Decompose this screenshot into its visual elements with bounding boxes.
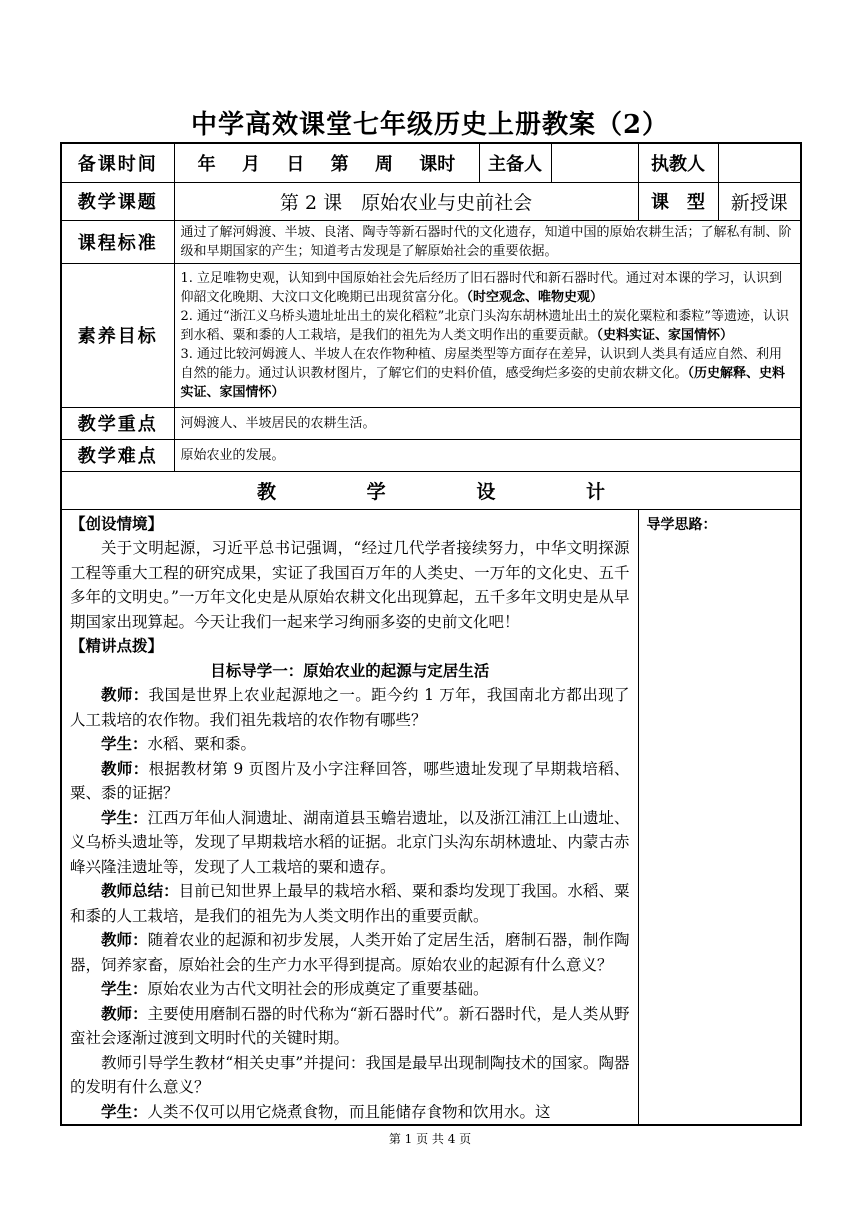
dialog-6-speaker: 教师： (101, 930, 148, 949)
page-footer: 第 1 页 共 4 页 (388, 1132, 472, 1146)
label-standard: 课程标准 (61, 220, 174, 263)
goal-heading-1: 目标导学一：原始农业的起源与定居生活 (210, 660, 490, 680)
dialog-2 (70, 732, 630, 757)
label-preparer: 主备人 (479, 143, 551, 182)
label-key-points: 教学重点 (61, 407, 174, 439)
dialog-4 (70, 806, 630, 880)
dialog-6 (70, 928, 630, 977)
difficulty-text: 原始农业的发展。 (174, 439, 801, 471)
lesson-type-value: 新授课 (718, 182, 801, 220)
label-lesson-type: 课 型 (638, 182, 718, 220)
topic-value: 第 2 课 原始农业与史前社会 (174, 182, 638, 220)
row-design-body (61, 509, 801, 1125)
preparer-value (551, 143, 638, 182)
date-day: 日 (286, 153, 305, 175)
row-goals (61, 263, 801, 407)
page-title: 中学高效课堂七年级历史上册教案（2） (190, 110, 670, 140)
standard-text: 通过了解河姆渡、半坡、良渚、陶寺等新石器时代的文化遗存，知道中国的原始农耕生活；了解私有制、阶级和早期国家的产生；知道考古发现是了解原始社会的重要依据。 (174, 220, 801, 263)
goal-1: 1. 立足唯物史观，认知到中国原始社会先后经历了旧石器时代和新石器时代。通过对本课的学习，认识到仰韶文化晚期、大汶口文化晚期已出现贫富分化。 (180, 270, 783, 305)
row-topic (61, 182, 801, 220)
dialog-3-speaker: 教师： (101, 758, 149, 778)
design-char-2: 学 (366, 480, 386, 503)
design-content (61, 509, 638, 1125)
row-difficulty (61, 439, 801, 471)
guide-notes-cell (638, 509, 801, 1125)
prep-date-cell (174, 143, 479, 182)
dialog-4-speaker: 学生： (101, 807, 148, 827)
row-prep-time (61, 143, 801, 182)
guide-notes-label: 导学思路： (646, 516, 717, 533)
date-period: 课时 (419, 153, 456, 175)
date-month: 月 (241, 153, 260, 175)
goal-2-tag: （史料实证、家国情怀） (596, 327, 734, 343)
dialog-2-text: 水稻、粟和黍。 (147, 735, 257, 753)
dialog-4-text: 江西万年仙人洞遗址、湖南道县玉蟾岩遗址，以及浙江浦江上山遗址、义乌桥头遗址等，发现了早期栽培水稻的证据。北京门头沟东胡林遗址、内蒙古赤峰兴隆洼遗址等，发现了人工栽培的粟和遗存。 (70, 808, 630, 876)
section-scenario: 【创设情境】 (70, 513, 164, 533)
row-design-header (61, 471, 801, 509)
dialog-9 (70, 1051, 630, 1100)
lesson-plan-table (60, 142, 802, 1126)
goals-text (174, 263, 801, 407)
design-header (61, 471, 801, 509)
dialog-5 (70, 879, 630, 928)
label-teacher: 执教人 (638, 143, 718, 182)
dialog-1-speaker: 教师： (101, 685, 149, 704)
design-char-4: 计 (585, 480, 605, 503)
design-char-3: 设 (476, 480, 496, 503)
dialog-8-speaker: 教师： (101, 1003, 148, 1023)
row-standard (61, 220, 801, 263)
dialog-2-speaker: 学生： (101, 734, 148, 753)
label-difficulty: 教学难点 (61, 439, 174, 471)
dialog-3-text: 根据教材第 9 页图片及小字注释回答，哪些遗址发现了早期栽培稻、粟、黍的证据？ (70, 759, 630, 802)
scenario-text: 关于文明起源，习近平总书记强调，“经过几代学者接续努力，中华文明探源工程等重大工程的研究成果，实证了我国百万年的人类史、一万年的文化史、五千多年的文明史。”一万年文化史是从原始农耕文化出现算起，五千多年文明史是从早期国家出现算起。今天让我们一起来学习绚丽多姿的史前文化吧！ (70, 539, 630, 631)
dialog-5-text: 目前已知世界上最早的栽培水稻、粟和黍均发现丁我国。水稻、粟和黍的人工栽培，是我们的祖先为人类文明作出的重要贡献。 (70, 882, 630, 925)
dialog-3 (70, 757, 630, 806)
label-topic: 教学课题 (61, 182, 174, 220)
dialog-7 (70, 977, 630, 1002)
goal-3: 3. 通过比较河姆渡人、半坡人在农作物种植、房屋类型等方面存在差异，认识到人类具有适应自然、利用自然的能力。通过认识教材图片，了解它们的史料价值，感受绚烂多姿的史前农耕文化。 (180, 346, 783, 381)
dialog-10-speaker: 学生： (101, 1101, 148, 1121)
dialog-1-text: 我国是世界上农业起源地之一。距今约 1 万年，我国南北方都出现了人工栽培的农作物。我们祖先栽培的农作物有哪些？ (70, 686, 630, 729)
dialog-7-text: 原始农业为古代文明社会的形成奠定了重要基础。 (147, 980, 489, 998)
dialog-5-speaker: 教师总结： (101, 881, 179, 900)
design-char-1: 教 (257, 480, 277, 503)
row-key-points (61, 407, 801, 439)
date-di: 第 (330, 153, 349, 175)
dialog-8 (70, 1002, 630, 1051)
dialog-6-text: 随着农业的起源和初步发展，人类开始了定居生活，磨制石器，制作陶器，饲养家畜，原始社会的生产力水平得到提高。原始农业的起源有什么意义？ (70, 931, 630, 974)
dialog-10 (70, 1100, 630, 1125)
dialog-10-text: 人类不仅可以用它烧煮食物，而且能储存食物和饮用水。这 (147, 1102, 551, 1121)
goal-1-tag: （时空观念、唯物史观） (466, 289, 604, 305)
teacher-value (718, 143, 801, 182)
section-lecture: 【精讲点拨】 (70, 636, 164, 655)
goal-2: 2. 通过“浙江义乌桥头遗址址出土的炭化稻粒”北京门头沟东胡林遗址出土的炭化粟粒和黍粒”等遗迹，认识到水稻、粟和黍的人工栽培，是我们的祖先为人类文明作出的重要贡献。 (180, 308, 789, 343)
dialog-9-text: 教师引导学生教材“相关史事”并提问：我国是最早出现制陶技术的国家。陶器的发明有什么意义？ (70, 1053, 630, 1096)
label-goals: 素养目标 (61, 263, 174, 407)
dialog-7-speaker: 学生： (101, 979, 148, 998)
label-prep-time: 备课时间 (61, 143, 174, 182)
date-week: 周 (374, 153, 393, 175)
date-year: 年 (197, 153, 216, 175)
dialog-8-text: 主要使用磨制石器的时代称为“新石器时代”。新石器时代，是人类从野蛮社会逐渐过渡到文明时代的关键时期。 (70, 1004, 630, 1047)
dialog-1 (70, 683, 630, 732)
key-points-text: 河姆渡人、半坡居民的农耕生活。 (174, 407, 801, 439)
goal-3-tag: （历史解释、史料实证、家国情怀） (180, 365, 786, 400)
